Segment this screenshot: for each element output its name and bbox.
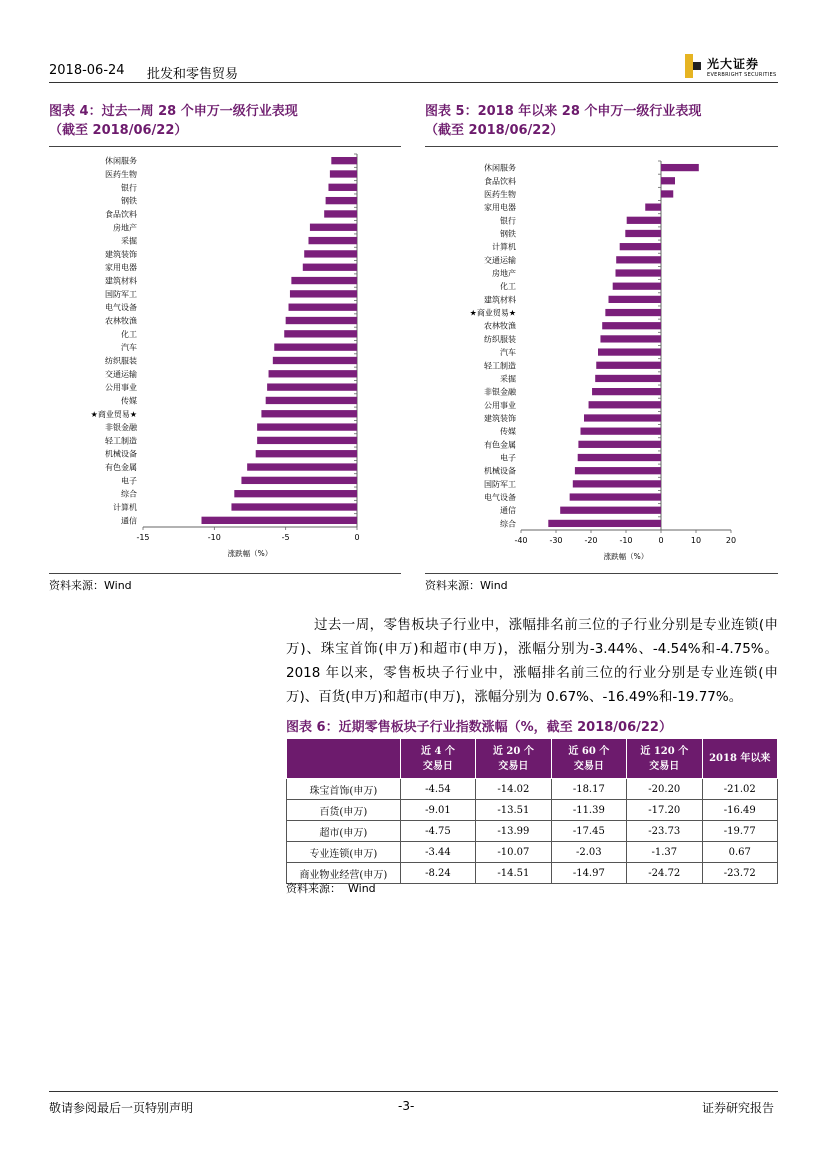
category-label: 建筑材料: [105, 276, 137, 286]
table-cell: -4.75: [400, 821, 475, 842]
category-label: ★商业贸易★: [469, 308, 516, 318]
category-label: 家用电器: [105, 263, 137, 273]
chart-bar: [308, 237, 357, 244]
x-tick-label: -30: [549, 536, 563, 545]
footer-divider: [49, 1091, 778, 1092]
fig4-source: 资料来源：Wind: [49, 579, 132, 592]
chart-bar: [605, 309, 661, 316]
fig5-title: [425, 102, 701, 140]
category-label: 机械设备: [105, 449, 137, 459]
category-label: 休闲服务: [484, 163, 516, 173]
table-cell: -16.49: [702, 800, 777, 821]
category-label: 房地产: [492, 269, 516, 279]
fig5-title-line2: （截至 2018/06/22）: [425, 123, 564, 138]
category-label: 纺织服装: [105, 356, 137, 366]
chart-bar: [575, 467, 661, 474]
chart-bar: [324, 210, 357, 217]
logo-mark-icon: [683, 54, 703, 78]
chart-bar: [616, 269, 662, 276]
table-header-cell: 近 4 个 交易日: [400, 739, 475, 779]
category-label: 电气设备: [484, 493, 516, 503]
header-divider: [49, 82, 778, 83]
category-label: 交通运输: [105, 369, 137, 379]
chart-bar: [257, 437, 357, 444]
chart-bar: [256, 450, 357, 457]
chart-bar: [627, 217, 661, 224]
category-label: 医药生物: [484, 189, 516, 199]
chart-bar: [578, 454, 661, 461]
chart-bar: [304, 250, 357, 257]
category-label: 采掘: [500, 374, 516, 384]
chart-bar: [261, 410, 357, 417]
chart-bar: [645, 204, 661, 211]
header-date: 2018-06-24: [49, 63, 125, 78]
fig6-table: [286, 738, 778, 884]
category-label: 计算机: [492, 242, 516, 252]
logo-english-name: EVERBRIGHT SECURITIES: [707, 71, 777, 78]
page-number: -3-: [398, 1099, 415, 1113]
x-tick-label: 0: [658, 536, 664, 545]
category-label: 国防军工: [484, 479, 516, 489]
category-label: 食品饮料: [105, 209, 137, 219]
table-cell: -14.97: [551, 863, 626, 884]
chart-bar: [573, 480, 661, 487]
category-label: 电气设备: [105, 303, 137, 313]
table-cell: -19.77: [702, 821, 777, 842]
chart-bar: [616, 256, 661, 263]
fig5-chart: [425, 150, 778, 570]
chart-bar: [625, 230, 661, 237]
chart-bar: [578, 441, 661, 448]
fig5-source: 资料来源：Wind: [425, 579, 508, 592]
chart-bar: [570, 493, 661, 500]
category-label: 交通运输: [484, 255, 516, 265]
x-tick-label: 10: [690, 536, 702, 545]
category-label: 非银金融: [105, 423, 137, 433]
table-cell: -3.44: [400, 842, 475, 863]
chart-bar: [266, 397, 357, 404]
category-label: 综合: [121, 489, 137, 499]
chart-bar: [600, 335, 661, 342]
table-cell: -2.03: [551, 842, 626, 863]
table-header-row: [287, 739, 778, 779]
category-label: 化工: [121, 329, 137, 339]
chart-bar: [290, 290, 357, 297]
table-cell: -18.17: [551, 779, 626, 800]
category-label: 采掘: [121, 236, 137, 246]
table-cell: 珠宝首饰(申万): [287, 779, 401, 800]
fig4-chart: [49, 150, 401, 570]
chart-bar: [661, 164, 699, 171]
table-cell: -23.73: [627, 821, 702, 842]
category-label: 通信: [500, 506, 516, 516]
category-label: 有色金属: [484, 440, 516, 450]
chart-bar: [602, 322, 661, 329]
chart-bar: [274, 343, 357, 350]
table-header-cell: 近 120 个 交易日: [627, 739, 702, 779]
chart-bar: [286, 317, 357, 324]
category-label: 化工: [500, 282, 516, 292]
x-axis-title: 涨跌幅（%）: [603, 552, 649, 561]
analysis-text: 过去一周，零售板块子行业中，涨幅排名前三位的子行业分别是专业连锁(申万)、珠宝首饰(申万)和超市(申万)，涨幅分别为-3.44%、-4.54%和-4.75%。2018 年以来，零售板块子行业中，涨幅排名前三位的行业分别是专业连锁(申万)、百货(申万)和超市(申万)，涨幅分别为 0.67%、-16.49%和-19.77%。: [286, 617, 778, 705]
analysis-paragraph: [286, 613, 778, 709]
fig5-title-line1: 图表 5：2018 年以来 28 个申万一级行业表现: [425, 104, 702, 119]
category-label: 农林牧渔: [484, 321, 516, 331]
chart-bar: [661, 190, 673, 197]
category-label: 银行: [500, 216, 516, 226]
footer-disclaimer: 敬请参阅最后一页特别声明: [49, 1101, 194, 1115]
table-cell: 百货(申万): [287, 800, 401, 821]
table-cell: -13.99: [476, 821, 551, 842]
fig4-title-line1: 图表 4：过去一周 28 个申万一级行业表现: [49, 104, 298, 119]
fig6-source-name: Wind: [348, 882, 376, 895]
fig4-bottom-rule: [49, 573, 401, 574]
category-label: 医药生物: [105, 169, 137, 179]
chart-bar: [231, 503, 357, 510]
chart-bar: [284, 330, 357, 337]
table-cell: -14.02: [476, 779, 551, 800]
chart-bar: [326, 197, 357, 204]
chart-bar: [613, 283, 661, 290]
table-header-cell: [287, 739, 401, 779]
chart-bar: [267, 383, 357, 390]
category-label: 计算机: [113, 503, 137, 513]
chart-bar: [201, 517, 357, 524]
x-tick-label: -5: [281, 533, 290, 542]
logo-name: 光大证券: [707, 56, 760, 71]
category-label: 钢铁: [500, 229, 516, 239]
table-cell: 超市(申万): [287, 821, 401, 842]
chart-bar: [596, 362, 661, 369]
table-row: [287, 842, 778, 863]
category-label: 电子: [500, 453, 516, 463]
fig5-top-rule: [425, 146, 778, 147]
chart-bar: [609, 296, 662, 303]
category-label: 房地产: [113, 223, 137, 233]
table-cell: -23.72: [702, 863, 777, 884]
table-row: [287, 779, 778, 800]
table-cell: 0.67: [702, 842, 777, 863]
category-label: 汽车: [121, 343, 137, 353]
table-header-cell: 2018 年以来: [702, 739, 777, 779]
table-cell: -17.20: [627, 800, 702, 821]
chart-bar: [592, 388, 661, 395]
table-row: [287, 800, 778, 821]
fig4-top-rule: [49, 146, 401, 147]
category-label: 公用事业: [484, 400, 516, 410]
table-header-cell: 近 60 个 交易日: [551, 739, 626, 779]
header-title: 批发和零售贸易: [147, 67, 239, 82]
category-label: 银行: [121, 183, 137, 193]
chart-bar: [247, 463, 357, 470]
category-label: 传媒: [500, 427, 516, 437]
chart-bar: [548, 520, 661, 527]
table-cell: -1.37: [627, 842, 702, 863]
fig6-source-label: 资料来源：: [286, 882, 341, 895]
category-label: 国防军工: [105, 289, 137, 299]
category-label: 公用事业: [105, 383, 137, 393]
category-label: 综合: [500, 519, 516, 529]
chart-bar: [257, 423, 357, 430]
table-cell: 专业连锁(申万): [287, 842, 401, 863]
table-cell: -10.07: [476, 842, 551, 863]
chart-bar: [289, 304, 357, 311]
table-cell: -20.20: [627, 779, 702, 800]
table-header-cell: 近 20 个 交易日: [476, 739, 551, 779]
category-label: 电子: [121, 476, 137, 486]
chart-bar: [273, 357, 357, 364]
category-label: 轻工制造: [105, 436, 137, 446]
table-cell: -11.39: [551, 800, 626, 821]
fig4-title-line2: （截至 2018/06/22）: [49, 123, 188, 138]
category-label: 机械设备: [484, 466, 516, 476]
category-label: 纺织服装: [484, 334, 516, 344]
fig6-source: [286, 880, 376, 896]
category-label: 建筑材料: [484, 295, 516, 305]
chart-bar: [310, 224, 357, 231]
chart-bar: [560, 507, 661, 514]
chart-bar: [598, 348, 661, 355]
table-cell: -14.51: [476, 863, 551, 884]
table-cell: -24.72: [627, 863, 702, 884]
table-cell: -4.54: [400, 779, 475, 800]
x-tick-label: 0: [354, 533, 360, 542]
category-label: 家用电器: [484, 203, 516, 213]
x-tick-label: -10: [619, 536, 633, 545]
category-label: 钢铁: [121, 196, 137, 206]
x-tick-label: -20: [584, 536, 598, 545]
chart-bar: [661, 177, 675, 184]
chart-bar: [328, 184, 357, 191]
chart-bar: [234, 490, 357, 497]
category-label: 食品饮料: [484, 176, 516, 186]
fig5-bottom-rule: [425, 573, 778, 574]
company-logo: [683, 54, 776, 78]
chart-bar: [291, 277, 357, 284]
table-cell: 商业物业经营(申万): [287, 863, 401, 884]
x-axis-title: 涨跌幅（%）: [227, 549, 273, 558]
footer-report-type: 证券研究报告: [702, 1101, 775, 1115]
category-label: 有色金属: [105, 463, 137, 473]
chart-bar: [330, 170, 357, 177]
chart-bar: [303, 264, 357, 271]
chart-bar: [595, 375, 661, 382]
x-tick-label: 20: [725, 536, 737, 545]
category-label: ★商业贸易★: [90, 409, 137, 419]
chart-bar: [620, 243, 661, 250]
category-label: 建筑装饰: [105, 249, 137, 259]
chart-bar: [331, 157, 357, 164]
chart-bar: [584, 414, 661, 421]
category-label: 汽车: [500, 348, 516, 358]
table-cell: -8.24: [400, 863, 475, 884]
chart-bar: [589, 401, 661, 408]
fig6-title: 图表 6：近期零售板块子行业指数涨幅（%，截至 2018/06/22）: [286, 720, 672, 735]
category-label: 传媒: [121, 396, 137, 406]
table-cell: -17.45: [551, 821, 626, 842]
chart-bar: [581, 428, 662, 435]
category-label: 建筑装饰: [484, 413, 516, 423]
category-label: 轻工制造: [484, 361, 516, 371]
table-cell: -21.02: [702, 779, 777, 800]
category-label: 农林牧渔: [105, 316, 137, 326]
table-cell: -9.01: [400, 800, 475, 821]
category-label: 休闲服务: [105, 156, 137, 166]
x-tick-label: -10: [207, 533, 221, 542]
category-label: 通信: [121, 516, 137, 526]
chart-bar: [241, 477, 357, 484]
table-cell: -13.51: [476, 800, 551, 821]
fig4-title: [49, 102, 298, 140]
chart-bar: [269, 370, 357, 377]
x-tick-label: -40: [514, 536, 528, 545]
table-row: [287, 821, 778, 842]
x-tick-label: -15: [136, 533, 150, 542]
category-label: 非银金融: [484, 387, 516, 397]
